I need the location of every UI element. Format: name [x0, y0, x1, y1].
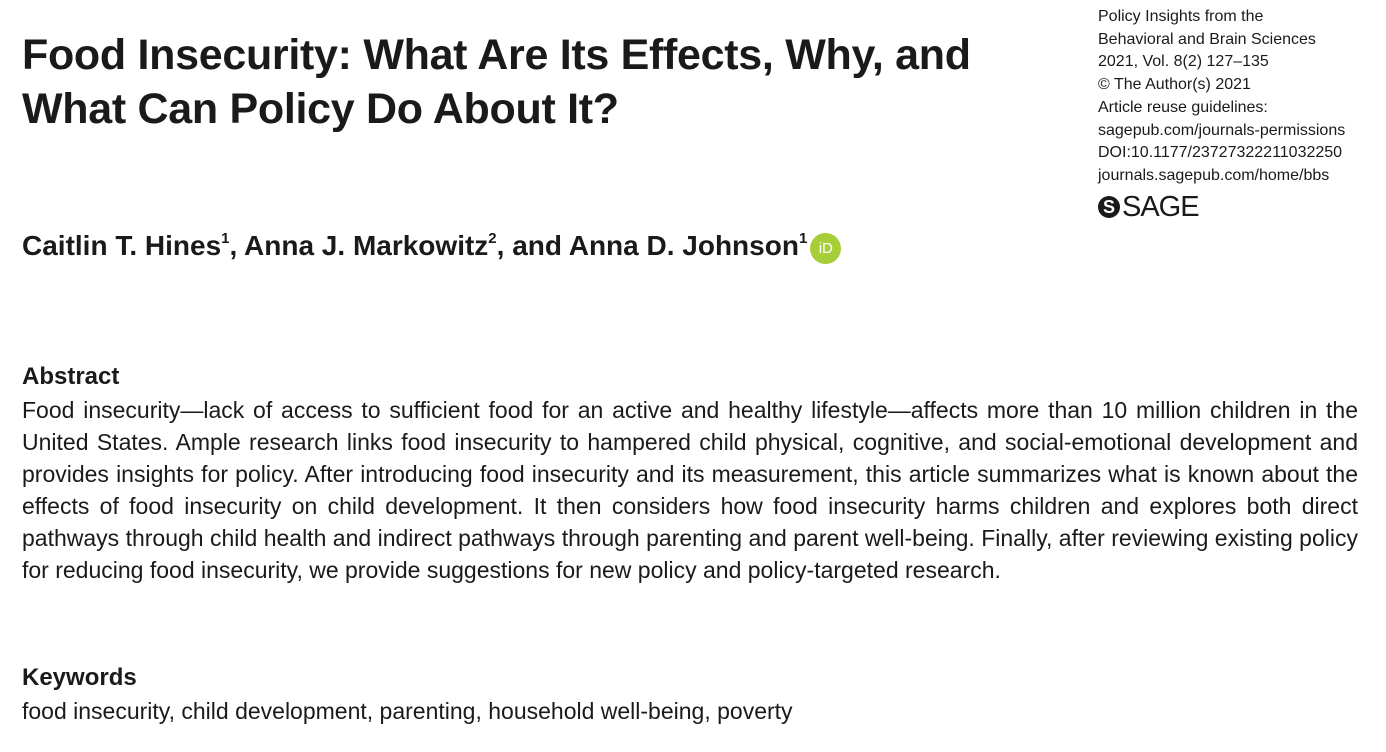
reuse-guidelines-label: Article reuse guidelines: [1098, 98, 1268, 116]
author-name[interactable]: Caitlin T. Hines [22, 230, 222, 261]
journal-volume: 2021, Vol. 8(2) 127–135 [1098, 53, 1269, 71]
author-name[interactable]: Anna J. Markowitz [244, 230, 489, 261]
keywords-text: food insecurity, child development, parenting, household well-being, poverty [22, 698, 793, 724]
affiliation-marker: 2 [488, 230, 497, 247]
author-separator: , and [496, 230, 569, 261]
author-name[interactable]: Anna D. Johnson [568, 230, 799, 261]
doi-link[interactable]: DOI:10.1177/23727322211032250 [1098, 144, 1343, 162]
sage-wordmark: SAGE [1122, 190, 1199, 223]
abstract-text: Food insecurity—lack of access to sufficient food for an active and healthy lifestyle—affects more than 10 million children in the United States. Ample research links food insecurity to hampered child physical, cognitive, and social-emotional development and provides insights for policy. After introducing food insecurity and its measurement, this article summarizes what is known about the effects of food insecurity on child development. It then considers how food insecurity harms children and explores both direct pathways through child health and indirect pathways through parenting and parent well-being. Finally, after reviewing existing policy for reducing food insecurity, we provide suggestions for new policy and policy-targeted research. [22, 397, 1358, 583]
author-separator: , [229, 230, 245, 261]
author-list [22, 228, 841, 264]
article-title: Food Insecurity: What Are Its Effects, Why, and What Can Policy Do About It? [22, 31, 971, 133]
keywords-heading: Keywords [22, 664, 137, 691]
affiliation-marker: 1 [221, 230, 230, 247]
orcid-icon[interactable]: iD [810, 233, 841, 264]
journal-homepage-link[interactable]: journals.sagepub.com/home/bbs [1098, 166, 1330, 184]
journal-info [1098, 6, 1378, 188]
copyright: © The Author(s) 2021 [1098, 76, 1251, 94]
journal-name-line-2: Behavioral and Brain Sciences [1098, 30, 1316, 48]
sage-logo [1098, 190, 1199, 224]
permissions-link[interactable]: sagepub.com/journals-permissions [1098, 121, 1346, 139]
journal-name-line-1: Policy Insights from the [1098, 8, 1264, 25]
sage-logo-icon: S [1098, 196, 1120, 218]
affiliation-marker: 1 [798, 230, 808, 247]
abstract-heading: Abstract [22, 363, 120, 390]
